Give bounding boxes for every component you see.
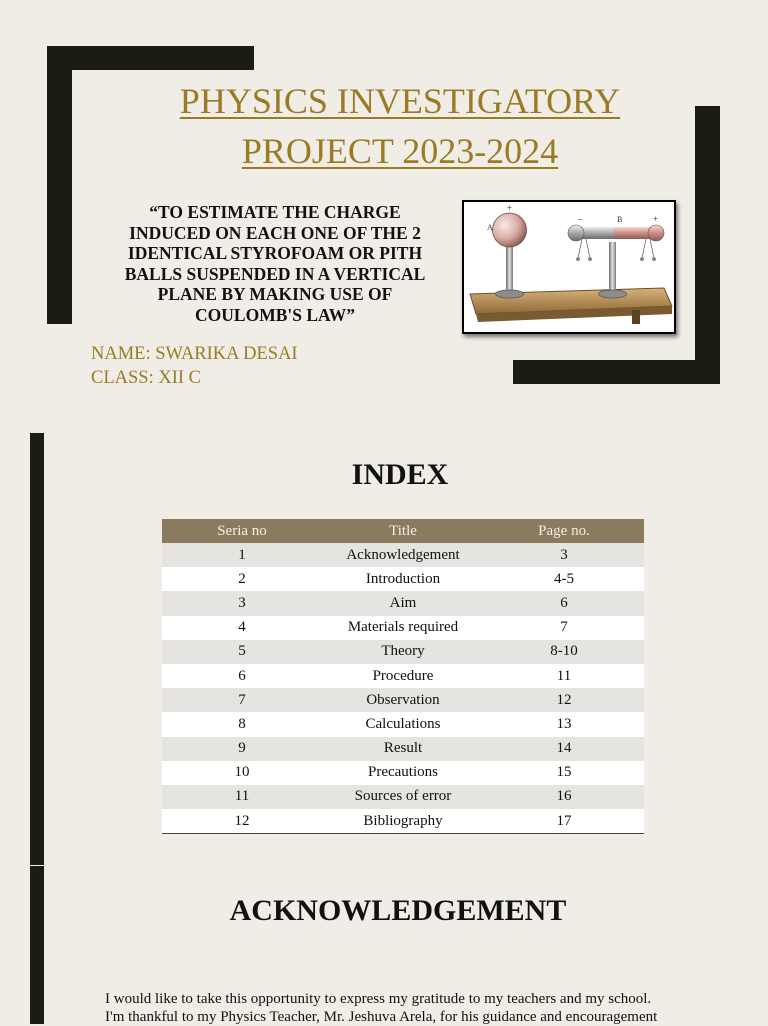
cell-serial: 3	[162, 591, 322, 615]
cell-page: 11	[484, 664, 644, 688]
project-aim	[100, 202, 450, 325]
cell-serial: 5	[162, 640, 322, 664]
cell-page: 14	[484, 737, 644, 761]
cell-serial: 6	[162, 664, 322, 688]
label-a: A	[487, 223, 493, 232]
cell-page: 15	[484, 761, 644, 785]
aim-line: BALLS SUSPENDED IN A VERTICAL	[124, 263, 426, 284]
cell-title: Sources of error	[322, 785, 484, 809]
column-header-page: Page no.	[484, 519, 644, 543]
frame-bottom-right-vertical	[695, 106, 720, 384]
column-header-serial: Seria no	[162, 519, 322, 543]
index-heading: INDEX	[351, 458, 449, 491]
apparatus-image	[462, 200, 676, 334]
acknowledgement-line: I would like to take this opportunity to express my gratitude to my teachers and my school.	[105, 991, 652, 1007]
cell-page: 4-5	[484, 567, 644, 591]
cell-page: 6	[484, 591, 644, 615]
frame-top-left-horizontal	[47, 46, 254, 70]
cell-title: Result	[322, 737, 484, 761]
acknowledgement-heading: ACKNOWLEDGEMENT	[229, 894, 567, 927]
cell-page: 13	[484, 712, 644, 736]
cell-title: Bibliography	[322, 809, 484, 834]
cell-serial: 12	[162, 809, 322, 834]
electrostatic-apparatus-illustration	[464, 202, 674, 332]
index-table	[162, 519, 644, 834]
cell-page: 12	[484, 688, 644, 712]
cell-page: 16	[484, 785, 644, 809]
page-left-bar-lower	[30, 866, 44, 1024]
table-row	[162, 737, 644, 761]
table-row	[162, 712, 644, 736]
cell-title: Precautions	[322, 761, 484, 785]
cell-title: Theory	[322, 640, 484, 664]
title-line-1: PHYSICS INVESTIGATORY	[179, 81, 621, 121]
frame-bottom-right-horizontal	[513, 360, 720, 384]
student-class: CLASS: XII C	[91, 368, 201, 388]
cell-serial: 10	[162, 761, 322, 785]
cell-page: 7	[484, 616, 644, 640]
cell-title: Procedure	[322, 664, 484, 688]
cell-title: Aim	[322, 591, 484, 615]
table-row	[162, 809, 644, 834]
aim-line: “TO ESTIMATE THE CHARGE	[149, 202, 401, 222]
cell-serial: 8	[162, 712, 322, 736]
title-line-2: PROJECT 2023-2024	[241, 131, 559, 171]
cell-page: 17	[484, 809, 644, 834]
index-header-row	[162, 519, 644, 543]
column-header-title: Title	[322, 519, 484, 543]
label-plus-b: +	[653, 214, 659, 224]
table-row	[162, 567, 644, 591]
aim-line: COULOMB'S LAW”	[195, 304, 355, 325]
cell-serial: 7	[162, 688, 322, 712]
acknowledgement-text	[105, 990, 725, 1026]
cell-serial: 9	[162, 737, 322, 761]
cell-serial: 11	[162, 785, 322, 809]
cell-title: Materials required	[322, 616, 484, 640]
page-left-bar-upper	[30, 433, 44, 865]
cell-title: Introduction	[322, 567, 484, 591]
table-row	[162, 688, 644, 712]
label-plus-a: +	[507, 203, 513, 213]
acknowledgement-line: I'm thankful to my Physics Teacher, Mr. Jeshuva Arela, for his guidance and encouragement	[105, 1009, 658, 1025]
table-row	[162, 640, 644, 664]
page-title	[110, 76, 690, 176]
table-row	[162, 664, 644, 688]
table-row	[162, 591, 644, 615]
cell-page: 3	[484, 543, 644, 567]
aim-line: PLANE BY MAKING USE OF	[157, 284, 393, 304]
aim-line: INDUCED ON EACH ONE OF THE 2	[129, 222, 421, 243]
aim-line: IDENTICAL STYROFOAM OR PITH	[127, 243, 423, 263]
label-minus: –	[578, 214, 583, 224]
table-row	[162, 616, 644, 640]
cell-title: Acknowledgement	[322, 543, 484, 567]
cell-serial: 2	[162, 567, 322, 591]
cell-serial: 4	[162, 616, 322, 640]
table-row	[162, 785, 644, 809]
table-row	[162, 761, 644, 785]
cell-serial: 1	[162, 543, 322, 567]
cell-title: Calculations	[322, 712, 484, 736]
frame-top-left-vertical	[47, 46, 72, 324]
cell-page: 8-10	[484, 640, 644, 664]
cell-title: Observation	[322, 688, 484, 712]
label-b: B	[617, 215, 623, 224]
table-row	[162, 543, 644, 567]
student-name: NAME: SWARIKA DESAI	[91, 344, 298, 364]
